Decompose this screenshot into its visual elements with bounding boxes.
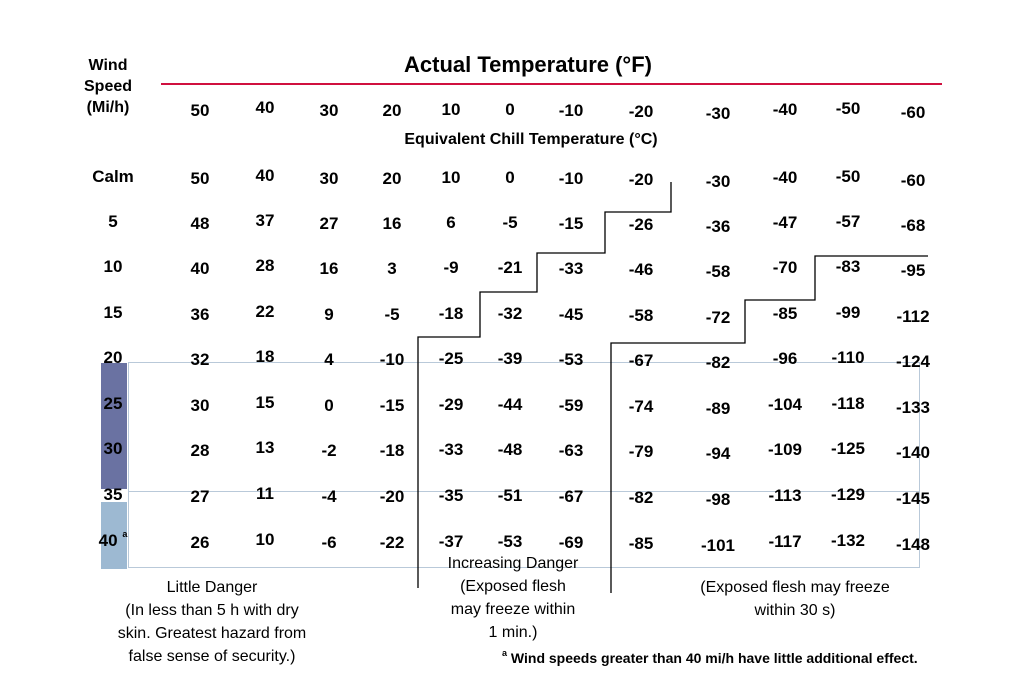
chill-value-cell: -10	[379, 350, 405, 369]
chill-value-cell: -32	[497, 304, 523, 323]
chill-value-cell: -79	[628, 442, 654, 461]
chill-value-cell: -98	[705, 490, 731, 509]
chill-value-cell: -20	[379, 487, 405, 506]
chill-value-cell: -58	[705, 262, 731, 281]
great-danger-note	[700, 576, 889, 622]
chill-value-cell: -53	[497, 532, 523, 551]
chill-value-cell: 0	[505, 168, 515, 187]
wind-speed-label: 25	[103, 394, 123, 413]
note-line: (Exposed flesh	[460, 578, 566, 595]
chill-value-cell: 37	[255, 211, 275, 230]
chill-value-cell: 26	[190, 533, 210, 552]
chill-value-cell: 28	[255, 256, 275, 275]
chill-value-cell: -89	[705, 399, 731, 418]
chill-value-cell: 11	[256, 484, 274, 503]
chill-value-cell: 36	[190, 305, 210, 324]
chill-value-cell: -83	[835, 257, 861, 276]
actual-temp-header: 40	[255, 98, 275, 117]
chill-value-cell: -22	[379, 533, 405, 552]
chill-value-cell: -30	[705, 172, 731, 191]
wind-speed-label: 35	[103, 485, 123, 504]
chill-value-cell: 50	[190, 169, 210, 188]
chill-value-cell: -44	[497, 395, 523, 414]
chill-value-cell: -125	[830, 439, 866, 458]
chill-value-cell: -104	[767, 395, 803, 414]
chill-value-cell: -47	[772, 213, 798, 232]
chart-title: Actual Temperature (°F)	[404, 52, 652, 77]
actual-temp-header: 30	[319, 101, 339, 120]
chill-value-cell: 18	[255, 347, 275, 366]
chill-value-cell: 40	[255, 166, 275, 185]
chill-value-cell: 15	[255, 393, 275, 412]
chill-value-cell: -37	[438, 532, 464, 551]
footnote-marker: a	[502, 648, 508, 658]
chill-value-cell: -69	[558, 533, 584, 552]
chill-value-cell: -110	[831, 348, 865, 367]
chill-value-cell: -25	[438, 349, 464, 368]
chill-value-cell: 0	[324, 396, 334, 415]
chill-value-cell: -109	[767, 440, 803, 459]
chill-value-cell: 27	[190, 487, 210, 506]
chill-value-cell: 30	[319, 169, 339, 188]
wind-header-line: Wind	[88, 57, 128, 74]
note-line: skin. Greatest hazard from	[117, 625, 307, 642]
chill-value-cell: -94	[705, 444, 731, 463]
chill-value-cell: -148	[895, 535, 931, 554]
chill-value-cell: -33	[558, 259, 584, 278]
chill-value-cell: -33	[438, 440, 464, 459]
chill-value-cell: 6	[446, 213, 456, 232]
actual-temp-header: 10	[441, 100, 461, 119]
chill-value-cell: -36	[705, 217, 731, 236]
note-line: (In less than 5 h with dry	[125, 602, 299, 619]
chill-value-cell: -68	[900, 216, 926, 235]
chill-value-cell: -50	[835, 167, 861, 186]
chill-value-cell: -9	[443, 258, 459, 277]
chill-value-cell: -53	[558, 350, 584, 369]
chill-value-cell: -2	[321, 441, 337, 460]
chill-value-cell: -85	[772, 304, 798, 323]
chill-value-cell: -46	[628, 260, 654, 279]
chill-value-cell: -96	[772, 349, 798, 368]
chill-value-cell: -35	[438, 486, 464, 505]
footnote-text: Wind speeds greater than 40 mi/h have little additional effect.	[510, 650, 918, 666]
chill-value-cell: -26	[628, 215, 654, 234]
wind-speed-value: 40	[98, 531, 118, 550]
chill-value-cell: -48	[497, 440, 523, 459]
chill-value-cell: 3	[387, 259, 397, 278]
chill-value-cell: -15	[379, 396, 405, 415]
chill-value-cell: -60	[900, 171, 926, 190]
chill-value-cell: -113	[768, 486, 802, 505]
chill-value-cell: 27	[319, 214, 339, 233]
wind-speed-label: Calm	[92, 167, 134, 186]
chill-value-cell: 16	[319, 259, 339, 278]
note-line: within 30 s)	[754, 602, 836, 619]
actual-temp-header: 0	[505, 100, 515, 119]
wind-header-line: (Mi/h)	[86, 99, 130, 116]
actual-temp-header: -50	[835, 99, 861, 118]
little-danger-boundary	[418, 182, 671, 588]
chill-value-cell: -124	[895, 352, 931, 371]
chill-value-cell: -70	[772, 258, 798, 277]
chill-value-cell: -67	[558, 487, 584, 506]
chill-value-cell: 16	[382, 214, 402, 233]
chill-value-cell: -59	[558, 396, 584, 415]
chill-value-cell: 10	[255, 530, 275, 549]
actual-temp-header: 20	[382, 101, 402, 120]
chill-value-cell: 28	[190, 441, 210, 460]
increasing-danger-note	[448, 552, 579, 644]
actual-temp-header: 50	[190, 101, 210, 120]
chill-value-cell: -101	[700, 536, 736, 555]
chill-value-cell: 13	[255, 438, 275, 457]
chill-value-cell: -82	[628, 488, 654, 507]
wind-speed-label: 30	[103, 439, 123, 458]
chill-value-cell: -129	[830, 485, 866, 504]
chill-value-cell: -18	[379, 441, 405, 460]
chill-value-cell: -72	[705, 308, 731, 327]
chill-value-cell: 22	[255, 302, 275, 321]
wind-header-line: Speed	[83, 78, 133, 95]
chill-value-cell: -140	[895, 443, 931, 462]
wind-speed-label: 5	[108, 212, 118, 231]
chill-value-cell: -10	[558, 169, 584, 188]
footnote	[502, 650, 918, 666]
chill-value-cell: -145	[895, 489, 931, 508]
chill-value-cell: -4	[321, 487, 337, 506]
chill-value-cell: -58	[628, 306, 654, 325]
chill-value-cell: -39	[497, 349, 523, 368]
chill-value-cell: -63	[558, 441, 584, 460]
note-line: 1 min.)	[488, 624, 538, 641]
actual-temp-header: -30	[705, 104, 731, 123]
chill-value-cell: -67	[628, 351, 654, 370]
chill-value-cell: -15	[558, 214, 584, 233]
chill-value-cell: -99	[835, 303, 861, 322]
chill-value-cell: -132	[830, 531, 866, 550]
chill-value-cell: -118	[831, 394, 865, 413]
chill-value-cell: -5	[384, 305, 400, 324]
chill-value-cell: -112	[896, 307, 930, 326]
chill-value-cell: -82	[705, 353, 731, 372]
chill-value-cell: -5	[502, 213, 518, 232]
great-danger-boundary	[611, 256, 931, 593]
actual-temp-header: -20	[628, 102, 654, 121]
chill-value-cell: 20	[382, 169, 402, 188]
chill-value-cell: -20	[628, 170, 654, 189]
chill-value-cell: -6	[321, 533, 337, 552]
chill-value-cell: -133	[895, 398, 931, 417]
chill-subtitle: Equivalent Chill Temperature (°C)	[404, 131, 658, 148]
chill-value-cell: -40	[772, 168, 798, 187]
little-danger-note	[118, 576, 307, 668]
chill-value-cell: 10	[441, 168, 461, 187]
chill-value-cell: -74	[628, 397, 654, 416]
chill-value-cell: -29	[438, 395, 464, 414]
note-line: Increasing Danger	[447, 555, 579, 572]
footnote-ref: a	[122, 529, 128, 539]
chill-value-cell: 32	[190, 350, 210, 369]
actual-temp-header: -60	[900, 103, 926, 122]
chill-value-cell: -117	[768, 532, 802, 551]
note-line: may freeze within	[450, 601, 576, 618]
wind-speed-label: 10	[103, 257, 123, 276]
wind-speed-label: 15	[103, 303, 123, 322]
chill-value-cell: 9	[324, 305, 334, 324]
chill-value-cell: -95	[900, 261, 926, 280]
actual-temp-header: -40	[772, 100, 798, 119]
chill-value-cell: -57	[835, 212, 861, 231]
wind-speed-label: 20	[103, 348, 123, 367]
actual-temp-header: -10	[558, 101, 584, 120]
chill-value-cell: -21	[497, 258, 523, 277]
chill-value-cell: 48	[190, 214, 210, 233]
chill-value-cell: -85	[628, 534, 654, 553]
chill-value-cell: -51	[497, 486, 523, 505]
chill-value-cell: -45	[558, 305, 584, 324]
chill-value-cell: 40	[190, 259, 210, 278]
note-line: (Exposed flesh may freeze	[700, 579, 890, 596]
note-line: Little Danger	[166, 579, 258, 596]
chill-value-cell: 4	[324, 350, 334, 369]
chill-value-cell: 30	[190, 396, 210, 415]
note-line: false sense of security.)	[128, 648, 296, 665]
chill-value-cell: -18	[438, 304, 464, 323]
